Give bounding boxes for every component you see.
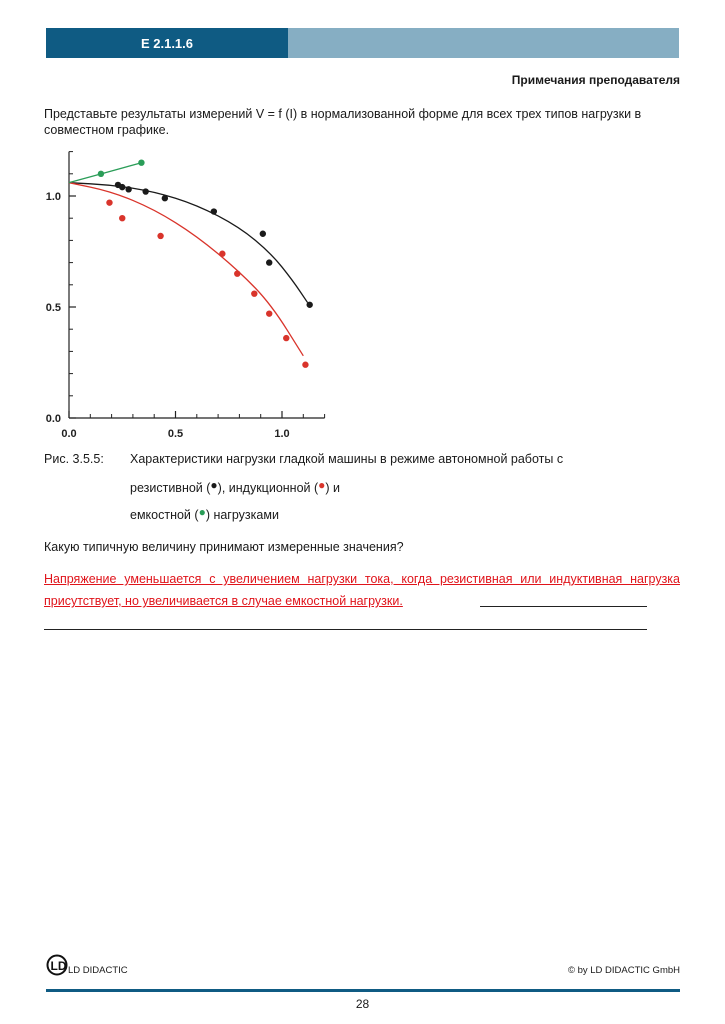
inductive-data-point bbox=[219, 251, 225, 257]
resistive-data-point bbox=[211, 208, 217, 214]
x-tick-label: 0.0 bbox=[61, 428, 77, 440]
x-tick-label: 0.5 bbox=[167, 428, 184, 440]
inductive-data-point bbox=[119, 215, 125, 221]
inductive-fit-curve bbox=[69, 183, 303, 356]
answer-line bbox=[44, 629, 647, 630]
caption-text: резистивной ( bbox=[130, 481, 211, 495]
answer-line bbox=[480, 606, 647, 607]
capacitive-data-point bbox=[138, 160, 144, 166]
header-bar bbox=[288, 28, 679, 58]
resistive-data-point bbox=[306, 302, 312, 308]
resistive-data-point bbox=[266, 259, 272, 265]
inductive-data-point bbox=[266, 310, 272, 316]
resistive-marker-icon: ● bbox=[210, 478, 218, 492]
resistive-data-point bbox=[162, 195, 168, 201]
caption-text: емкостной ( bbox=[130, 508, 199, 522]
inductive-data-point bbox=[302, 362, 308, 368]
capacitive-marker-icon: ● bbox=[198, 505, 206, 519]
capacitive-fit-curve bbox=[69, 163, 141, 183]
inductive-marker-icon: ● bbox=[318, 478, 326, 492]
inductive-data-point bbox=[234, 271, 240, 277]
inductive-data-point bbox=[106, 199, 112, 205]
footer-rule bbox=[46, 989, 680, 992]
caption-line-3 bbox=[130, 505, 279, 522]
capacitive-data-point bbox=[98, 171, 104, 177]
y-tick-label: 1.0 bbox=[45, 191, 61, 203]
resistive-data-point bbox=[125, 186, 131, 192]
svg-text:LD: LD bbox=[50, 959, 67, 973]
resistive-data-point bbox=[142, 188, 148, 194]
caption-line-2 bbox=[130, 478, 340, 495]
figure-label: Рис. 3.5.5: bbox=[44, 452, 104, 466]
resistive-fit-curve bbox=[69, 183, 308, 303]
inductive-data-point bbox=[157, 233, 163, 239]
y-tick-label: 0.0 bbox=[45, 413, 61, 425]
inductive-data-point bbox=[283, 335, 289, 341]
experiment-code: E 2.1.1.6 bbox=[140, 35, 194, 51]
caption-text: ) и bbox=[325, 481, 341, 495]
load-characteristics-chart bbox=[30, 145, 330, 445]
inductive-data-point bbox=[251, 290, 257, 296]
intro-text: Представьте результаты измерений V = f (I) в нормализованной форме для всех трех типов нагрузки в совместном графике. bbox=[44, 107, 642, 137]
x-tick-label: 1.0 bbox=[274, 428, 290, 440]
resistive-data-point bbox=[119, 184, 125, 190]
question-text: Какую типичную величину принимают измеренные значения? bbox=[44, 540, 404, 554]
ld-didactic-logo bbox=[46, 953, 128, 977]
caption-text: ), индукционной ( bbox=[217, 481, 319, 495]
answer-text: Напряжение уменьшается с увеличением нагрузки тока, когда резистивная или индуктивная нагрузка присутствует, но увеличивается в случае емкостной нагрузки. bbox=[44, 572, 680, 608]
caption-line-1: Характеристики нагрузки гладкой машины в режиме автономной работы с bbox=[130, 452, 564, 466]
logo-text: LD DIDACTIC bbox=[68, 965, 128, 976]
experiment-code-banner bbox=[46, 28, 288, 58]
y-tick-label: 0.5 bbox=[45, 302, 61, 314]
caption-text: ) нагрузками bbox=[205, 508, 279, 522]
copyright: © by LD DIDACTIC GmbH bbox=[567, 965, 680, 976]
page-number: 28 bbox=[355, 997, 370, 1011]
ld-logo-icon bbox=[46, 953, 70, 977]
section-title: Примечания преподавателя bbox=[511, 73, 680, 87]
resistive-data-point bbox=[260, 231, 266, 237]
